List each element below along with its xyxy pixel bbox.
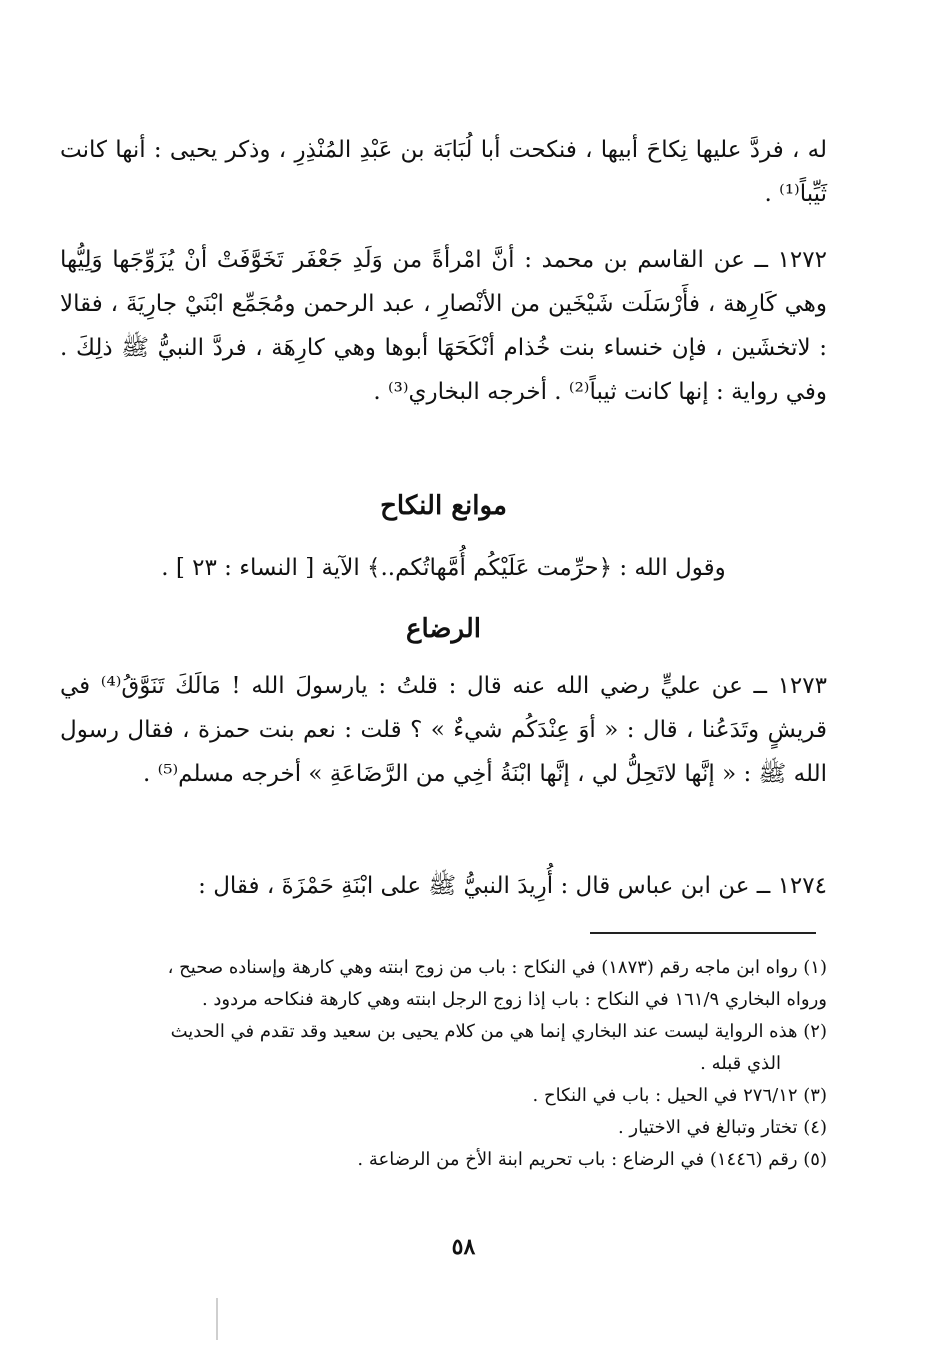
continued-paragraph-block [60, 128, 827, 216]
section-heading-marriage-impediments: موانع النكاح [380, 491, 507, 521]
hadith-1274: ١٢٧٤ ــ عن ابن عباس قال : أُرِيدَ النبيُّ ﷺ على ابْنَةِ حَمْزَةَ ، فقال : [198, 873, 827, 899]
section-heading-breastfeeding: الرضاع [405, 614, 481, 644]
hadith-1274-block [60, 864, 827, 908]
footnote-1-line-1: (١) رواه ابن ماجه رقم (١٨٧٣) في النكاح : باب من زوج ابنته وهي كارهة وإسناده صحيح ، [167, 957, 827, 978]
scan-artifact [216, 1298, 218, 1340]
hadith-1273: ١٢٧٣ ــ عن عليٍّ رضي الله عنه قال : قلتُ : يارسولَ الله ! مَالَكَ تَنَوَّقُ⁽⁴⁾ في قريشٍ وتَدَعُنا ، قال : « أوَ عِنْدَكُم شيءٌ » ؟ قلت : نعم بنت حمزة ، فقال رسول الله ﷺ : « إنَّها لاتَحِلُّ لي ، إنَّها ابْنَةُ أخِي من الرَّضَاعَةِ » أخرجه مسلم⁽⁵⁾ . [60, 673, 827, 787]
footnote-1-line-2: ورواه البخاري ١٦١/٩ في النكاح : باب إذا زوج الرجل ابنته وهي كارهة فنكاحه مردود . [201, 989, 827, 1010]
footnote-2-line-2: الذي قبله . [700, 1053, 781, 1074]
quran-verse-line: وقول الله : ﴿حرِّمت عَلَيْكُم أُمَّهاتُكم..﴾ الآية [ النساء : ٢٣ ] . [161, 555, 726, 581]
hadith-1272: ١٢٧٢ ــ عن القاسم بن محمد : أنَّ امْرأةً من وَلَدِ جَعْفَر تَخَوَّفَتْ أنْ يُزَوِّجَها وَلِيُّها وهي كَارِهة ، فأَرْسَلَت شَيْخَين من الأنْصارِ ، عبد الرحمن ومُجَمِّع ابْنَيْ جارِيَةَ ، فقالا : لاتخشَين ، فإن خنساء بنت خُذام أنْكَحَهَا أبوها وهي كارِهَة ، فردَّ النبيُّ ﷺ ذلِكَ . وفي رواية : إنها كانت ثيباً⁽²⁾ . أخرجه البخاري⁽³⁾ . [60, 247, 827, 405]
footnotes-section [60, 952, 827, 1176]
continued-paragraph: له ، فردَّ عليها نِكاحَ أبيها ، فنكحت أبا لُبَابَة بن عَبْدِ المُنْذِرِ ، وذكر يحيى : أنها كانت ثَيِّباً⁽¹⁾ . [60, 137, 827, 207]
hadith-1273-block [60, 664, 827, 796]
page-number: ٥٨ [451, 1234, 476, 1260]
footnote-4: (٤) تختار وتبالغ في الاختيار . [617, 1117, 827, 1138]
footnote-5: (٥) رقم (١٤٤٦) في الرضاع : باب تحريم ابنة الأخ من الرضاعة . [357, 1149, 827, 1170]
hadith-1272-block [60, 238, 827, 414]
footnote-separator [590, 932, 816, 934]
footnote-2-line-1: (٢) هذه الرواية ليست عند البخاري إنما هي من كلام يحيى بن سعيد وقد تقدم في الحديث [170, 1021, 827, 1042]
footnote-3: (٣) ٢٧٦/١٢ في الحيل : باب في النكاح . [532, 1085, 827, 1106]
